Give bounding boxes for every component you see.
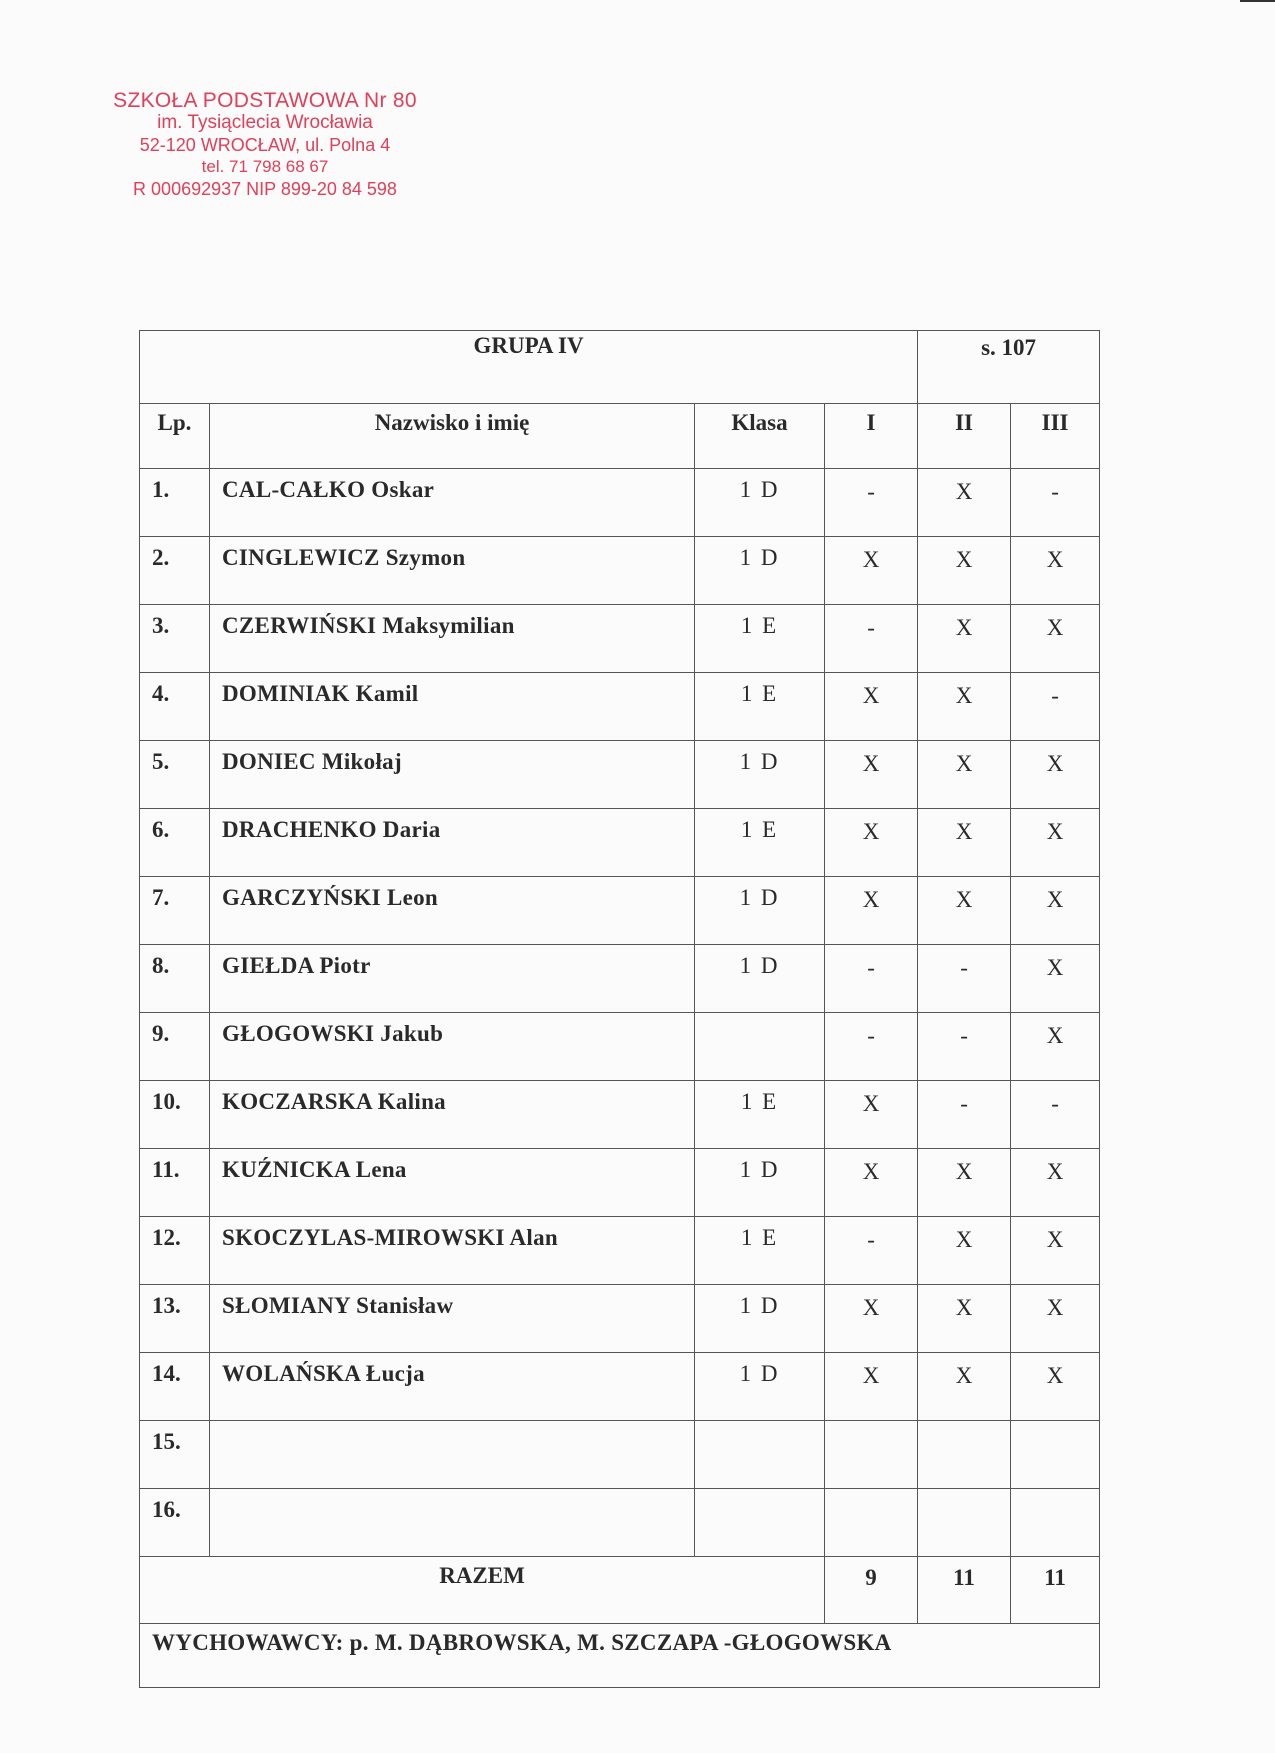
class-cell: 1 D: [695, 469, 825, 537]
mark-iii: X: [1011, 877, 1100, 945]
mark-iii: X: [1011, 1217, 1100, 1285]
title-row: [140, 331, 1100, 404]
stamp-line: im. Tysiąclecia Wrocławia: [157, 112, 373, 133]
mark-iii: -: [1011, 469, 1100, 537]
row-number: 11.: [140, 1149, 210, 1217]
header-ii: II: [918, 404, 1011, 469]
mark-ii: X: [918, 605, 1011, 673]
mark-ii: X: [918, 877, 1011, 945]
student-name: [210, 1489, 695, 1557]
mark-i: -: [825, 469, 918, 537]
mark-i: X: [825, 1149, 918, 1217]
student-name: WOLAŃSKA Łucja: [210, 1353, 695, 1421]
mark-i: X: [825, 537, 918, 605]
class-cell: 1 E: [695, 1217, 825, 1285]
mark-i: X: [825, 877, 918, 945]
row-number: 16.: [140, 1489, 210, 1557]
mark-iii: -: [1011, 1081, 1100, 1149]
mark-ii: X: [918, 537, 1011, 605]
stamp-line: R 000692937 NIP 899-20 84 598: [133, 179, 397, 199]
mark-iii: X: [1011, 809, 1100, 877]
total-ii: 11: [918, 1557, 1011, 1624]
class-cell: 1 E: [695, 809, 825, 877]
table-row: [140, 1421, 1100, 1489]
mark-ii: X: [918, 1353, 1011, 1421]
mark-i: -: [825, 945, 918, 1013]
mark-iii: [1011, 1489, 1100, 1557]
student-name: CAL-CAŁKO Oskar: [210, 469, 695, 537]
row-number: 14.: [140, 1353, 210, 1421]
mark-ii: X: [918, 1285, 1011, 1353]
student-name: GŁOGOWSKI Jakub: [210, 1013, 695, 1081]
mark-ii: -: [918, 1013, 1011, 1081]
mark-i: -: [825, 1217, 918, 1285]
class-cell: 1 D: [695, 537, 825, 605]
mark-iii: X: [1011, 1149, 1100, 1217]
row-number: 2.: [140, 537, 210, 605]
student-name: [210, 1421, 695, 1489]
student-name: CZERWIŃSKI Maksymilian: [210, 605, 695, 673]
group-title: GRUPA IV: [140, 331, 918, 404]
stamp-line: SZKOŁA PODSTAWOWA Nr 80: [113, 89, 417, 112]
class-cell: 1 E: [695, 673, 825, 741]
mark-i: -: [825, 605, 918, 673]
row-number: 13.: [140, 1285, 210, 1353]
header-i: I: [825, 404, 918, 469]
class-cell: [695, 1421, 825, 1489]
mark-ii: X: [918, 673, 1011, 741]
table-row: [140, 1217, 1100, 1285]
row-number: 9.: [140, 1013, 210, 1081]
mark-i: [825, 1421, 918, 1489]
mark-ii: [918, 1421, 1011, 1489]
table-row: [140, 1081, 1100, 1149]
table-row: [140, 469, 1100, 537]
class-cell: 1 D: [695, 1285, 825, 1353]
student-name: GARCZYŃSKI Leon: [210, 877, 695, 945]
row-number: 7.: [140, 877, 210, 945]
mark-i: -: [825, 1013, 918, 1081]
header-lp: Lp.: [140, 404, 210, 469]
class-cell: 1 D: [695, 1149, 825, 1217]
mark-ii: X: [918, 809, 1011, 877]
student-name: SKOCZYLAS-MIROWSKI Alan: [210, 1217, 695, 1285]
row-number: 3.: [140, 605, 210, 673]
table-row: [140, 1013, 1100, 1081]
mark-iii: X: [1011, 1285, 1100, 1353]
mark-iii: -: [1011, 673, 1100, 741]
class-cell: 1 E: [695, 605, 825, 673]
table-row: [140, 1489, 1100, 1557]
row-number: 15.: [140, 1421, 210, 1489]
student-name: DRACHENKO Daria: [210, 809, 695, 877]
class-cell: [695, 1013, 825, 1081]
total-iii: 11: [1011, 1557, 1100, 1624]
mark-ii: -: [918, 1081, 1011, 1149]
mark-iii: X: [1011, 537, 1100, 605]
student-name: CINGLEWICZ Szymon: [210, 537, 695, 605]
stamp-line: 52-120 WROCŁAW, ul. Polna 4: [139, 135, 391, 155]
table-row: [140, 1353, 1100, 1421]
stamp-line: tel. 71 798 68 67: [201, 157, 329, 176]
header-klasa: Klasa: [695, 404, 825, 469]
row-number: 1.: [140, 469, 210, 537]
mark-iii: X: [1011, 741, 1100, 809]
row-number: 5.: [140, 741, 210, 809]
table-row: [140, 673, 1100, 741]
student-name: DOMINIAK Kamil: [210, 673, 695, 741]
column-header-row: [140, 404, 1100, 469]
scan-edge-mark: [1240, 0, 1275, 2]
header-name: Nazwisko i imię: [210, 404, 695, 469]
table-row: [140, 945, 1100, 1013]
student-name: KUŹNICKA Lena: [210, 1149, 695, 1217]
mark-ii: X: [918, 469, 1011, 537]
mark-ii: -: [918, 945, 1011, 1013]
row-number: 6.: [140, 809, 210, 877]
mark-i: X: [825, 673, 918, 741]
table-row: [140, 877, 1100, 945]
student-name: DONIEC Mikołaj: [210, 741, 695, 809]
total-label: RAZEM: [140, 1557, 825, 1624]
row-number: 12.: [140, 1217, 210, 1285]
mark-ii: X: [918, 1217, 1011, 1285]
mark-i: X: [825, 809, 918, 877]
table-row: [140, 1285, 1100, 1353]
mark-i: X: [825, 1353, 918, 1421]
mark-iii: X: [1011, 1013, 1100, 1081]
mark-ii: X: [918, 1149, 1011, 1217]
teachers-note: WYCHOWAWCY: p. M. DĄBROWSKA, M. SZCZAPA -GŁOGOWSKA: [140, 1624, 1100, 1688]
mark-iii: X: [1011, 605, 1100, 673]
student-name: SŁOMIANY Stanisław: [210, 1285, 695, 1353]
student-name: GIEŁDA Piotr: [210, 945, 695, 1013]
class-cell: 1 D: [695, 1353, 825, 1421]
room-number: s. 107: [918, 331, 1100, 404]
class-cell: 1 D: [695, 877, 825, 945]
table-row: [140, 741, 1100, 809]
mark-i: [825, 1489, 918, 1557]
mark-i: X: [825, 741, 918, 809]
class-cell: 1 D: [695, 741, 825, 809]
table-row: [140, 809, 1100, 877]
table-row: [140, 537, 1100, 605]
student-name: KOCZARSKA Kalina: [210, 1081, 695, 1149]
mark-ii: [918, 1489, 1011, 1557]
total-i: 9: [825, 1557, 918, 1624]
school-stamp: [100, 90, 430, 200]
class-cell: 1 D: [695, 945, 825, 1013]
class-cell: 1 E: [695, 1081, 825, 1149]
mark-i: X: [825, 1285, 918, 1353]
mark-i: X: [825, 1081, 918, 1149]
footer-row: [140, 1624, 1100, 1688]
mark-iii: X: [1011, 1353, 1100, 1421]
mark-iii: X: [1011, 945, 1100, 1013]
row-number: 10.: [140, 1081, 210, 1149]
table-row: [140, 1149, 1100, 1217]
total-row: [140, 1557, 1100, 1624]
mark-ii: X: [918, 741, 1011, 809]
group-roster-table: [139, 330, 1100, 1688]
row-number: 8.: [140, 945, 210, 1013]
mark-iii: [1011, 1421, 1100, 1489]
class-cell: [695, 1489, 825, 1557]
row-number: 4.: [140, 673, 210, 741]
header-iii: III: [1011, 404, 1100, 469]
table-row: [140, 605, 1100, 673]
